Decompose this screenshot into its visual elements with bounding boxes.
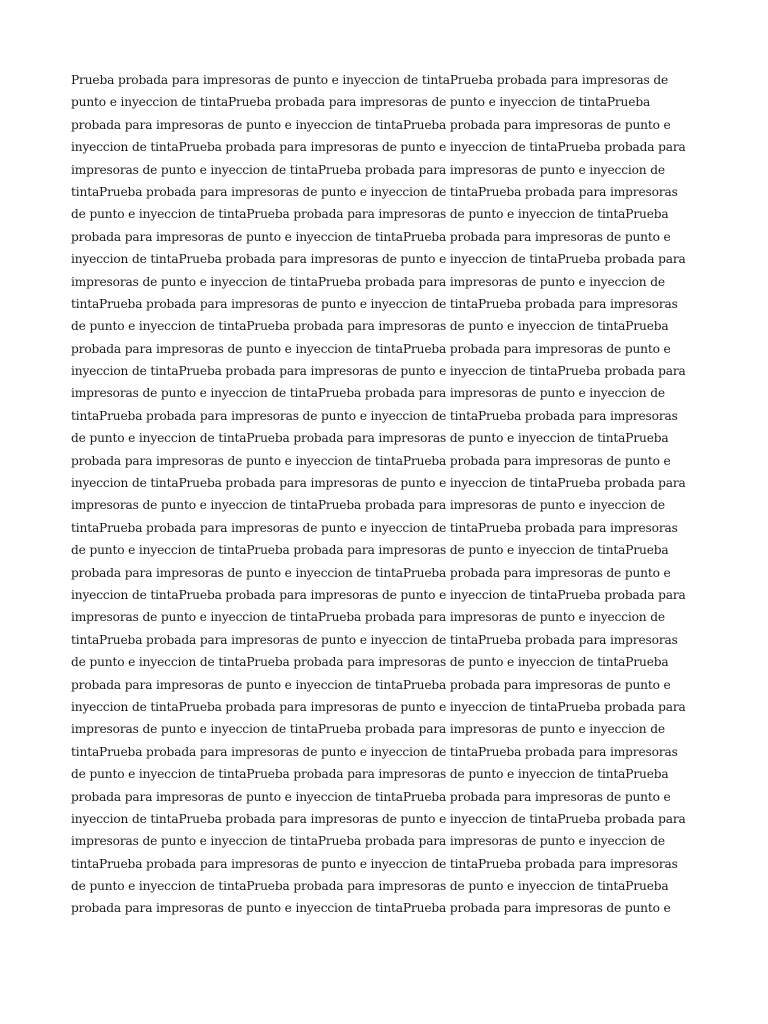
text-line: inyeccion de tintaPrueba probada para impresoras de punto e inyeccion de tintaPrueba probada para bbox=[71, 252, 686, 267]
text-line: impresoras de punto e inyeccion de tintaPrueba probada para impresoras de punto e inyeccion de bbox=[71, 722, 665, 737]
text-line: Prueba probada para impresoras de punto e inyeccion de tintaPrueba probada para impresoras de bbox=[71, 73, 669, 87]
text-line: inyeccion de tintaPrueba probada para impresoras de punto e inyeccion de tintaPrueba probada para bbox=[71, 811, 686, 826]
text-line: tintaPrueba probada para impresoras de punto e inyeccion de tintaPrueba probada para impresoras bbox=[71, 632, 678, 647]
text-line: de punto e inyeccion de tintaPrueba probada para impresoras de punto e inyeccion de tintaPrueba bbox=[71, 207, 669, 222]
text-line: tintaPrueba probada para impresoras de punto e inyeccion de tintaPrueba probada para impresoras bbox=[71, 184, 678, 199]
text-line: inyeccion de tintaPrueba probada para impresoras de punto e inyeccion de tintaPrueba probada para bbox=[71, 476, 686, 491]
text-line: probada para impresoras de punto e inyeccion de tintaPrueba probada para impresoras de punto e bbox=[71, 565, 671, 580]
text-line: de punto e inyeccion de tintaPrueba probada para impresoras de punto e inyeccion de tintaPrueba bbox=[71, 319, 669, 334]
text-line: probada para impresoras de punto e inyeccion de tintaPrueba probada para impresoras de punto e bbox=[71, 117, 671, 132]
body-text bbox=[71, 69, 701, 920]
text-line: impresoras de punto e inyeccion de tintaPrueba probada para impresoras de punto e inyeccion de bbox=[71, 498, 665, 513]
text-line: probada para impresoras de punto e inyeccion de tintaPrueba probada para impresoras de punto e bbox=[71, 341, 671, 356]
text-line: probada para impresoras de punto e inyeccion de tintaPrueba probada para impresoras de punto e bbox=[71, 453, 671, 468]
text-line: tintaPrueba probada para impresoras de punto e inyeccion de tintaPrueba probada para impresoras bbox=[71, 856, 678, 871]
text-line: probada para impresoras de punto e inyeccion de tintaPrueba probada para impresoras de punto e bbox=[71, 677, 671, 692]
text-line: impresoras de punto e inyeccion de tintaPrueba probada para impresoras de punto e inyeccion de bbox=[71, 610, 665, 625]
text-line: de punto e inyeccion de tintaPrueba probada para impresoras de punto e inyeccion de tintaPrueba bbox=[71, 655, 669, 670]
text-line: de punto e inyeccion de tintaPrueba probada para impresoras de punto e inyeccion de tintaPrueba bbox=[71, 767, 669, 782]
text-line: probada para impresoras de punto e inyeccion de tintaPrueba probada para impresoras de punto e bbox=[71, 901, 671, 916]
text-line: tintaPrueba probada para impresoras de punto e inyeccion de tintaPrueba probada para impresoras bbox=[71, 744, 678, 759]
text-line: de punto e inyeccion de tintaPrueba probada para impresoras de punto e inyeccion de tintaPrueba bbox=[71, 431, 669, 446]
text-line: tintaPrueba probada para impresoras de punto e inyeccion de tintaPrueba probada para impresoras bbox=[71, 520, 678, 535]
text-line: impresoras de punto e inyeccion de tintaPrueba probada para impresoras de punto e inyeccion de bbox=[71, 162, 665, 177]
text-line: inyeccion de tintaPrueba probada para impresoras de punto e inyeccion de tintaPrueba probada para bbox=[71, 140, 686, 155]
text-line: punto e inyeccion de tintaPrueba probada para impresoras de punto e inyeccion de tintaPrueba bbox=[71, 95, 651, 110]
text-line: de punto e inyeccion de tintaPrueba probada para impresoras de punto e inyeccion de tintaPrueba bbox=[71, 543, 669, 558]
text-line: inyeccion de tintaPrueba probada para impresoras de punto e inyeccion de tintaPrueba probada para bbox=[71, 587, 686, 602]
text-line: inyeccion de tintaPrueba probada para impresoras de punto e inyeccion de tintaPrueba probada para bbox=[71, 699, 686, 714]
text-line: probada para impresoras de punto e inyeccion de tintaPrueba probada para impresoras de punto e bbox=[71, 229, 671, 244]
text-line: probada para impresoras de punto e inyeccion de tintaPrueba probada para impresoras de punto e bbox=[71, 789, 671, 804]
text-line: impresoras de punto e inyeccion de tintaPrueba probada para impresoras de punto e inyeccion de bbox=[71, 834, 665, 849]
text-line: impresoras de punto e inyeccion de tintaPrueba probada para impresoras de punto e inyeccion de bbox=[71, 274, 665, 289]
text-line: tintaPrueba probada para impresoras de punto e inyeccion de tintaPrueba probada para impresoras bbox=[71, 408, 678, 423]
text-line: de punto e inyeccion de tintaPrueba probada para impresoras de punto e inyeccion de tintaPrueba bbox=[71, 879, 669, 894]
text-line: inyeccion de tintaPrueba probada para impresoras de punto e inyeccion de tintaPrueba probada para bbox=[71, 364, 686, 379]
text-line: impresoras de punto e inyeccion de tintaPrueba probada para impresoras de punto e inyeccion de bbox=[71, 386, 665, 401]
text-line: tintaPrueba probada para impresoras de punto e inyeccion de tintaPrueba probada para impresoras bbox=[71, 296, 678, 311]
